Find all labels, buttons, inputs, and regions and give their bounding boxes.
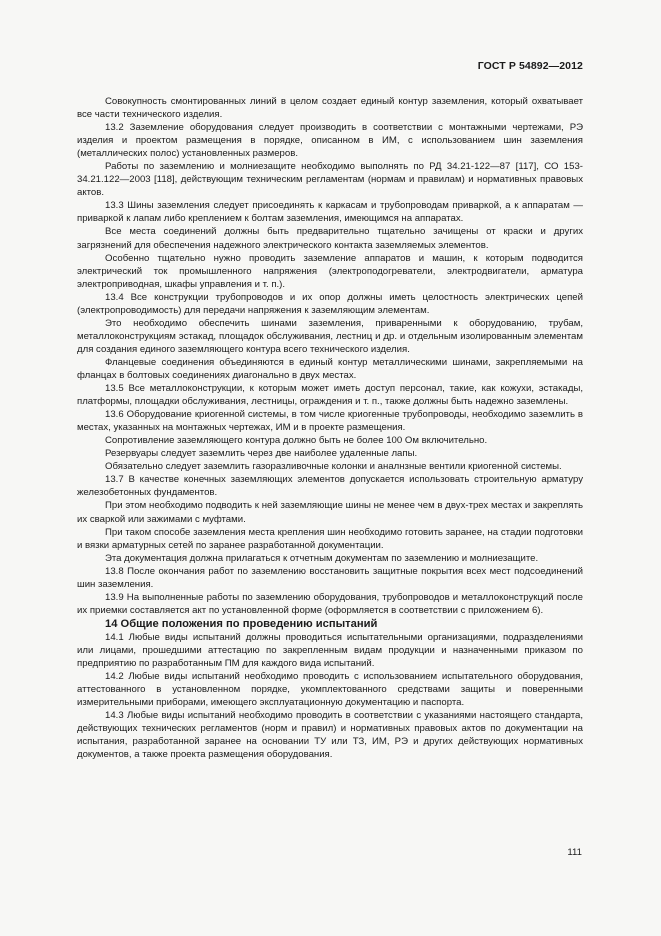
paragraph-14-1: 14.1 Любые виды испытаний должны проводиться испытательными организациями, подразделениями или лицами, прошедшими аттестацию по закрепленным видам продукции и назначенными приказом по предприятию по разработанным ПМ для каждого вида испытаний. [77, 631, 583, 669]
paragraph: Резервуары следует заземлить через две наиболее удаленные лапы. [105, 448, 418, 460]
paragraph-13-4: 13.4 Все конструкции трубопроводов и их опор должны иметь целостность электрических цепей (электропроводимость) для передачи напряжения к заземляющим элементам. [77, 291, 583, 316]
paragraph-13-2: 13.2 Заземление оборудования следует производить в соответствии с монтажными чертежами, РЭ изделия и проектом размещения в порядке, описанном в ИМ, с использованием шин заземления (металлических полос) установленных размеров. [77, 122, 583, 160]
paragraph-14-2: 14.2 Любые виды испытаний необходимо проводить с использованием испытательного оборудования, аттестованного в установленном порядке, укомплектованного средствами защиты и поверенными измерительными приборами, имеющего эксплуатационную документацию и паспорта. [77, 671, 583, 709]
paragraph-13-9: 13.9 На выполненные работы по заземлению оборудования, трубопроводов и металлоконструкций после их приемки составляется акт по установленной форме (оформляется в соответствии с приложением 6). [77, 591, 583, 616]
paragraph: Обязательно следует заземлить газоразливочные колонки и аналнзные вентили криогенной системы. [105, 461, 562, 473]
paragraph: При этом необходимо подводить к ней заземляющие шины не менее чем в двух-трех местах и закреплять их сваркой или зажимами с муфтами. [77, 500, 583, 525]
paragraph: При таком способе заземления места крепления шин необходимо готовить заранее, на стадии подготовки и вязки арматурных сетей по заранее разработанной документации. [77, 526, 583, 551]
paragraph: Особенно тщательно нужно проводить заземление аппаратов и машин, к которым подводится электрический ток промышленного напряжения (электроподогреватели, электродвигатели, арматура электроприводная, шкафы управления и т. п.). [77, 252, 583, 290]
page-number: 111 [567, 847, 582, 858]
paragraph-13-6: 13.6 Оборудование криогенной системы, в том числе криогенные трубопроводы, необходимо заземлить в местах, указанных на монтажных чертежах, ИМ и в проекте размещения. [77, 409, 583, 434]
paragraph: Фланцевые соединения объединяются в единый контур металлическими шинами, закрепляемыми на фланцах в болтовых соединениях диагонально в двух местах. [77, 356, 583, 381]
paragraph: Эта документация должна прилагаться к отчетным документам по заземлению и молниезащите. [105, 552, 539, 564]
paragraph: Сопротивление заземляющего контура должно быть не более 100 Ом включительно. [105, 435, 488, 447]
paragraph: Совокупность смонтированных линий в целом создает единый контур заземления, который охватывает все части технического изделия. [77, 96, 583, 121]
paragraph: Это необходимо обеспечить шинами заземления, приваренными к оборудованию, трубам, металлоконструкциям эстакад, площадок обслуживания, лестниц и др. и отдельным изолированным элементам для создания единого заземляющего контура всего технического изделия. [77, 317, 583, 355]
paragraph-13-3: 13.3 Шины заземления следует присоединять к каркасам и трубопроводам приваркой, а к аппаратам — приваркой к лапам либо креплением к болтам заземления, имеющимся на аппаратах. [77, 200, 583, 225]
paragraph-14-3: 14.3 Любые виды испытаний необходимо проводить в соответствии с указаниями настоящего стандарта, действующих технических регламентов (норм и правил) и нормативных правовых актов по документации на испытания, разработанной заранее на основании ТУ или ТЗ, ИМ, РЭ и других действующих нормативных документов, а также проекта размещения оборудования. [77, 710, 583, 761]
paragraph: Работы по заземлению и молниезащите необходимо выполнять по РД 34.21-122—87 [117], СО 153-34.21.122—2003 [118], действующим техническим регламентам (нормам и правилам) и нормативных правовых актов. [77, 161, 583, 199]
section-heading: 14 Общие положения по проведению испытаний [105, 617, 378, 630]
paragraph-13-7: 13.7 В качестве конечных заземляющих элементов допускается использовать строительную арматуру железобетонных фундаментов. [77, 474, 583, 499]
paragraph: Все места соединений должны быть предварительно тщательно зачищены от краски и других загрязнений для обеспечения надежного электрического контакта заземляемых элементов. [77, 226, 583, 251]
standard-code-header: ГОСТ Р 54892—2012 [477, 60, 583, 72]
document-body [77, 95, 583, 761]
paragraph-13-8: 13.8 После окончания работ по заземлению восстановить защитные покрытия всех мест подсоединений шин заземления. [77, 565, 583, 590]
paragraph-13-5: 13.5 Все металлоконструкции, к которым может иметь доступ персонал, такие, как кожухи, эстакады, платформы, площадки обслуживания, лестницы, ограждения и т. п., также должны быть надежно заземлены. [77, 383, 583, 408]
